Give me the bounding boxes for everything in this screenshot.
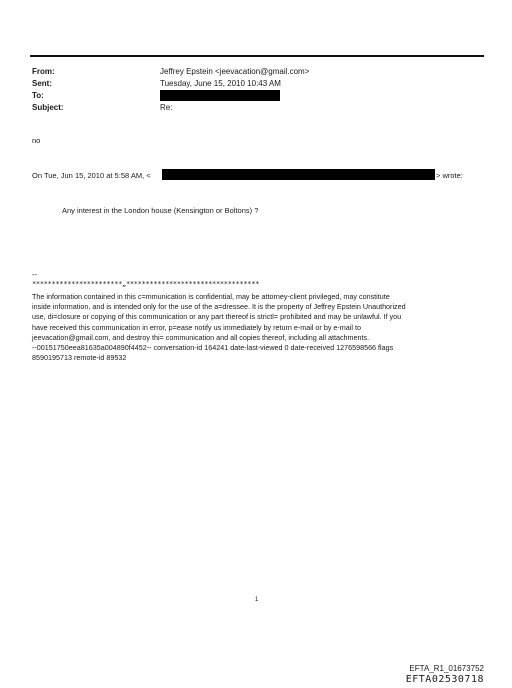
disclaimer	[32, 292, 488, 363]
quote-intro: On Tue, Jun 15, 2010 at 5:58 AM, <	[32, 171, 151, 180]
disclaimer-line: have received this communication in error, p=ease notify us immediately by return e-mail or by e-mail to	[32, 322, 361, 332]
subject-label: Subject:	[32, 103, 64, 112]
sent-value: Tuesday, June 15, 2010 10:43 AM	[160, 79, 281, 88]
bates-number-secondary: EFTA02530718	[405, 674, 484, 685]
signature-stars: ***********************„**********************************	[32, 280, 260, 288]
quoted-message: Any interest in the London house (Kensington or Boltons) ?	[62, 206, 259, 215]
to-redaction	[160, 90, 280, 101]
sender-redaction	[162, 169, 435, 180]
from-value: Jeffrey Epstein <jeevacation@gmail.com>	[160, 67, 310, 76]
header-divider	[30, 55, 484, 57]
to-label: To:	[32, 91, 44, 100]
disclaimer-line: inside information, and is intended only for the use of the a=dressee. It is the property of Jeffrey Epstein Unauthorized	[32, 302, 406, 312]
disclaimer-line: The information contained in this c=mmunication is confidential, may be attorney-client privileged, may constitute	[32, 292, 390, 301]
bates-number-primary: EFTA_R1_01673752	[409, 664, 484, 673]
page-number: 1	[255, 597, 259, 603]
reply-text: no	[32, 136, 41, 145]
disclaimer-line: jeevacation@gmail.com, and destroy thi= communication and all copies thereof, including all attachments.	[32, 332, 370, 342]
disclaimer-line: use, di=closure or copying of this communication or any part thereof is strictl= prohibited and may be unlawful. If you	[32, 312, 402, 322]
disclaimer-line: --00151750eea81635a004890f4452-- conversation-id 164241 date-last-viewed 0 date-received 1276598566 flags	[32, 343, 394, 353]
sent-label: Sent:	[32, 79, 52, 88]
signature-dash: --	[32, 270, 37, 279]
from-label: From:	[32, 67, 55, 76]
quote-intro-end: > wrote:	[436, 171, 463, 180]
disclaimer-line: 8590195713 remote-id 89532	[32, 353, 127, 363]
subject-value: Re:	[160, 103, 173, 112]
